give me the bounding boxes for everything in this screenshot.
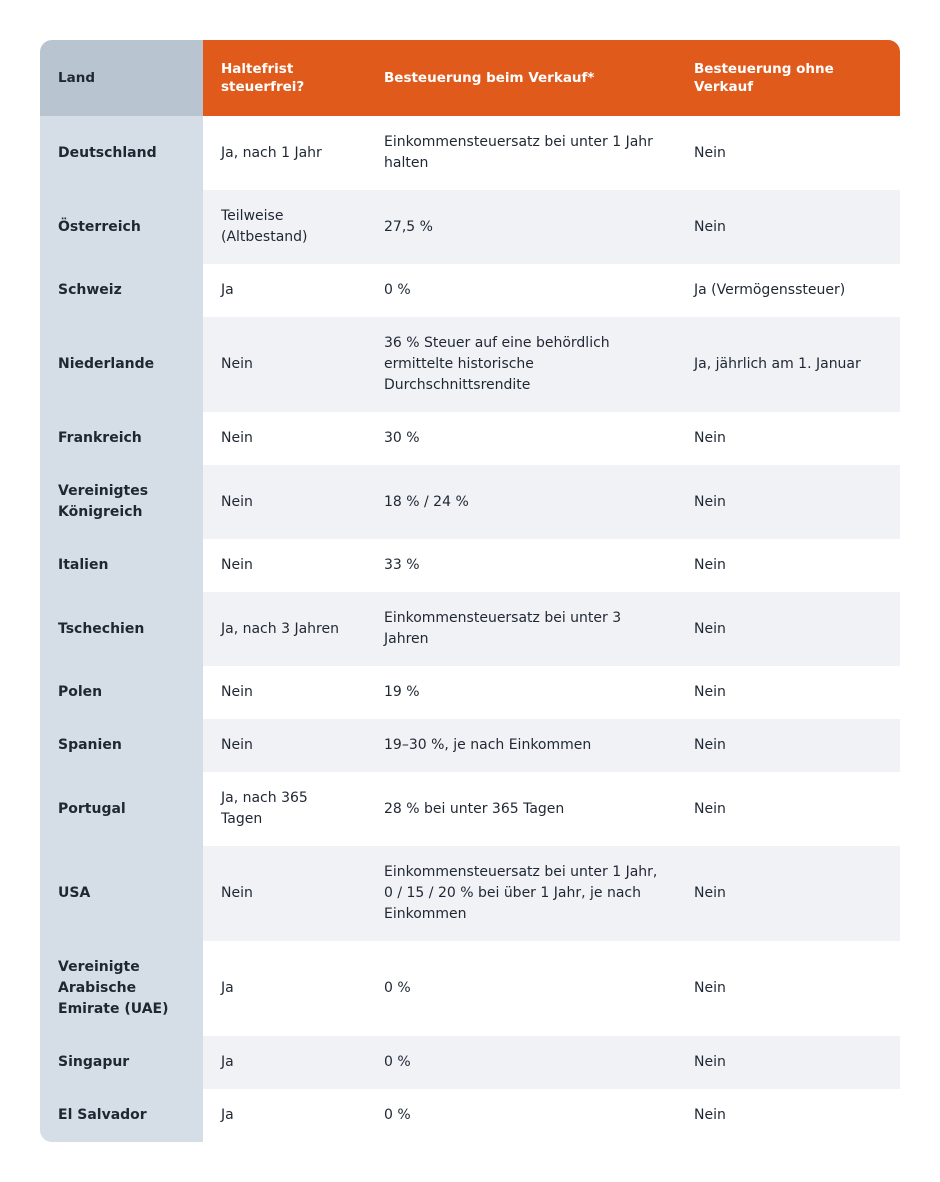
table-row bbox=[40, 846, 900, 941]
tax-without-sale-cell: Nein bbox=[676, 719, 900, 772]
tax-without-sale-cell: Ja, jährlich am 1. Januar bbox=[676, 317, 900, 412]
table-row bbox=[40, 772, 900, 846]
tax-on-sale-cell: 19 % bbox=[366, 666, 676, 719]
tax-on-sale-cell: 0 % bbox=[366, 1036, 676, 1089]
country-cell: Deutschland bbox=[40, 116, 203, 190]
tax-on-sale-cell: Einkommensteuersatz bei unter 1 Jahr, 0 / 15 / 20 % bei über 1 Jahr, je nach Einkommen bbox=[366, 846, 676, 941]
tax-on-sale-cell: 0 % bbox=[366, 941, 676, 1036]
table-row bbox=[40, 1036, 900, 1089]
tax-without-sale-cell: Ja (Vermögenssteuer) bbox=[676, 264, 900, 317]
tax-without-sale-cell: Nein bbox=[676, 666, 900, 719]
country-cell: USA bbox=[40, 846, 203, 941]
holding-period-cell: Nein bbox=[203, 317, 366, 412]
header-country: Land bbox=[40, 40, 203, 116]
holding-period-cell: Nein bbox=[203, 846, 366, 941]
tax-without-sale-cell: Nein bbox=[676, 592, 900, 666]
tax-without-sale-cell: Nein bbox=[676, 190, 900, 264]
country-cell: Tschechien bbox=[40, 592, 203, 666]
tax-on-sale-cell: 0 % bbox=[366, 1089, 676, 1142]
header-tax-without-sale: Besteuerung ohne Verkauf bbox=[676, 40, 900, 116]
tax-comparison-table bbox=[40, 40, 900, 1142]
table-row bbox=[40, 412, 900, 465]
table-row bbox=[40, 264, 900, 317]
table-row bbox=[40, 592, 900, 666]
table-row bbox=[40, 116, 900, 190]
tax-on-sale-cell: 18 % / 24 % bbox=[366, 465, 676, 539]
country-cell: Schweiz bbox=[40, 264, 203, 317]
tax-without-sale-cell: Nein bbox=[676, 941, 900, 1036]
tax-on-sale-cell: Einkommensteuersatz bei unter 1 Jahr halten bbox=[366, 116, 676, 190]
holding-period-cell: Ja bbox=[203, 941, 366, 1036]
holding-period-cell: Ja, nach 1 Jahr bbox=[203, 116, 366, 190]
holding-period-cell: Ja bbox=[203, 264, 366, 317]
table-row bbox=[40, 465, 900, 539]
header-tax-on-sale: Besteuerung beim Verkauf* bbox=[366, 40, 676, 116]
country-cell: Portugal bbox=[40, 772, 203, 846]
country-cell: Singapur bbox=[40, 1036, 203, 1089]
country-cell: Polen bbox=[40, 666, 203, 719]
holding-period-cell: Ja, nach 3 Jahren bbox=[203, 592, 366, 666]
holding-period-cell: Nein bbox=[203, 412, 366, 465]
table-header-row bbox=[40, 40, 900, 116]
table-row bbox=[40, 666, 900, 719]
tax-without-sale-cell: Nein bbox=[676, 846, 900, 941]
header-holding-period: Haltefrist steuerfrei? bbox=[203, 40, 366, 116]
holding-period-cell: Ja bbox=[203, 1089, 366, 1142]
tax-without-sale-cell: Nein bbox=[676, 116, 900, 190]
country-cell: El Salvador bbox=[40, 1089, 203, 1142]
holding-period-cell: Nein bbox=[203, 666, 366, 719]
table-row bbox=[40, 1089, 900, 1142]
tax-without-sale-cell: Nein bbox=[676, 1036, 900, 1089]
holding-period-cell: Nein bbox=[203, 465, 366, 539]
country-cell: Vereinigtes Königreich bbox=[40, 465, 203, 539]
tax-on-sale-cell: 36 % Steuer auf eine behördlich ermittelte historische Durchschnittsrendite bbox=[366, 317, 676, 412]
country-cell: Vereinigte Arabische Emirate (UAE) bbox=[40, 941, 203, 1036]
tax-without-sale-cell: Nein bbox=[676, 1089, 900, 1142]
tax-without-sale-cell: Nein bbox=[676, 412, 900, 465]
table-row bbox=[40, 317, 900, 412]
holding-period-cell: Ja bbox=[203, 1036, 366, 1089]
country-cell: Spanien bbox=[40, 719, 203, 772]
tax-on-sale-cell: Einkommensteuersatz bei unter 3 Jahren bbox=[366, 592, 676, 666]
tax-without-sale-cell: Nein bbox=[676, 465, 900, 539]
holding-period-cell: Teilweise (Altbestand) bbox=[203, 190, 366, 264]
tax-without-sale-cell: Nein bbox=[676, 539, 900, 592]
table-row bbox=[40, 719, 900, 772]
table-row bbox=[40, 941, 900, 1036]
holding-period-cell: Nein bbox=[203, 719, 366, 772]
country-cell: Österreich bbox=[40, 190, 203, 264]
table-row bbox=[40, 190, 900, 264]
tax-on-sale-cell: 19–30 %, je nach Einkommen bbox=[366, 719, 676, 772]
holding-period-cell: Nein bbox=[203, 539, 366, 592]
country-cell: Italien bbox=[40, 539, 203, 592]
tax-on-sale-cell: 33 % bbox=[366, 539, 676, 592]
tax-on-sale-cell: 28 % bei unter 365 Tagen bbox=[366, 772, 676, 846]
tax-on-sale-cell: 30 % bbox=[366, 412, 676, 465]
country-cell: Niederlande bbox=[40, 317, 203, 412]
holding-period-cell: Ja, nach 365 Tagen bbox=[203, 772, 366, 846]
country-cell: Frankreich bbox=[40, 412, 203, 465]
table-row bbox=[40, 539, 900, 592]
tax-on-sale-cell: 27,5 % bbox=[366, 190, 676, 264]
tax-without-sale-cell: Nein bbox=[676, 772, 900, 846]
tax-on-sale-cell: 0 % bbox=[366, 264, 676, 317]
table-body bbox=[40, 116, 900, 1142]
